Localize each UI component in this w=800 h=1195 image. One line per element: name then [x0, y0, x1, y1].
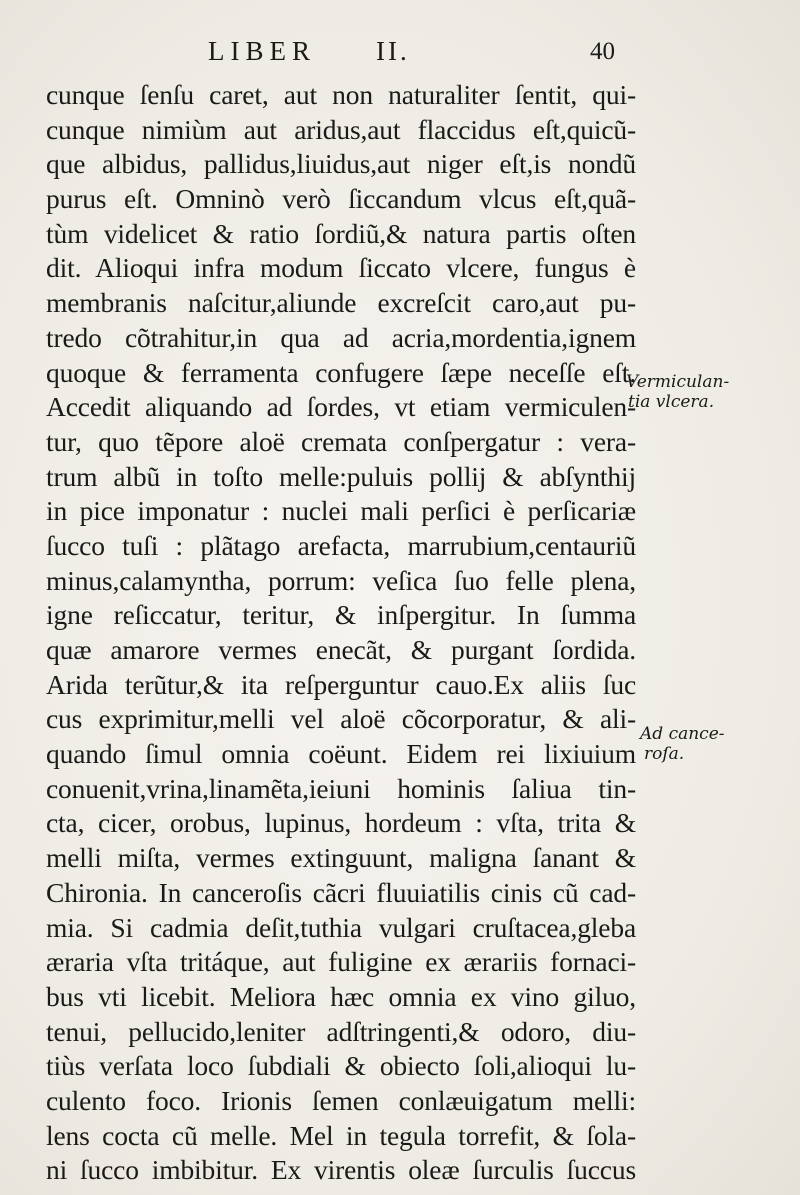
text-line: purus eſt. Omninò verò ſiccandum vlcus eſt,quã- — [46, 183, 636, 215]
text-line: tùm videlicet & ratio ſordiũ,& natura partis oſten — [46, 217, 636, 249]
book-number: II. — [376, 36, 410, 66]
text-line: Chironia. In canceroſis cãcri fluuiatilis cinis cũ cad- — [46, 876, 636, 908]
text-line: ni ſucco imbibitur. Ex virentis oleæ ſurculis ſuccus — [46, 1154, 636, 1186]
margin-note-vermiculantia — [626, 372, 729, 412]
text-line: tur, quo tẽpore aloë cremata conſpergatur : vera- — [46, 425, 636, 457]
text-line: lens cocta cũ melle. Mel in tegula torrefit, & ſola- — [46, 1119, 636, 1151]
text-line: minus,calamyntha, porrum: veſica ſuo felle plena, — [46, 564, 636, 596]
text-line: mia. Si cadmia deſit,tuthia vulgari cruſtacea,gleba — [46, 911, 636, 943]
text-line: tiùs verſata loco ſubdiali & obiecto ſoli,alioqui lu- — [46, 1050, 636, 1082]
text-line: cunque nimiùm aut aridus,aut flaccidus eſt,quicũ- — [46, 113, 636, 145]
text-line: trum albũ in toſto melle:puluis pollij & abſynthij — [46, 460, 636, 492]
text-line: dit. Alioqui infra modum ſiccato vlcere, fungus è — [46, 252, 636, 284]
text-line: conuenit,vrina,linamẽta,ieiuni hominis ſaliua tin- — [46, 772, 636, 804]
text-line: igne reſiccatur, teritur, & inſpergitur. In ſumma — [46, 599, 636, 631]
text-line: in pice imponatur : nuclei mali perſici è perſicariæ — [46, 495, 636, 527]
text-line: tredo cõtrahitur,in qua ad acria,mordentia,ignem — [46, 321, 636, 353]
margin-note-line: Vermiculan- — [626, 372, 730, 392]
text-line: que albidus, pallidus,liuidus,aut niger eſt,is nondũ — [46, 148, 636, 180]
text-line: tenui, pellucido,leniter adſtringenti,& odoro, diu- — [46, 1015, 636, 1047]
text-line: Arida terũtur,& ita reſperguntur cauo.Ex aliis ſuc — [46, 668, 636, 700]
page-number: 40 — [590, 38, 615, 65]
text-line: bus vti licebit. Meliora hæc omnia ex vino giluo, — [46, 980, 636, 1012]
text-line: quando ſimul omnia coëunt. Eidem rei lixiuium — [46, 738, 636, 770]
text-line: Accedit aliquando ad ſordes, vt etiam vermiculen- — [46, 391, 636, 423]
text-line: culento foco. Irionis ſemen conlæuigatum melli: — [46, 1084, 636, 1116]
margin-note-cancerosa — [640, 724, 725, 764]
text-line: ſucco tuſi : plãtago arefacta, marrubium,centauriũ — [46, 529, 636, 561]
text-line: æraria vſta tritáque, aut fuligine ex ærariis fornaci- — [46, 946, 636, 978]
text-line: quoque & ferramenta confugere ſæpe neceſſe eſt. — [46, 356, 636, 388]
text-line: quæ amarore vermes enecãt, & purgant ſordida. — [46, 634, 636, 665]
text-line: cunque ſenſu caret, aut non naturaliter ſentit, qui- — [46, 79, 636, 110]
margin-note-line: tia vlcera. — [628, 392, 715, 412]
margin-note-line: Ad cance- — [640, 724, 725, 744]
page-header — [0, 36, 800, 76]
margin-note-line: roſa. — [644, 744, 685, 764]
text-line: membranis naſcitur,aliunde excreſcit caro,aut pu- — [46, 287, 636, 319]
text-line: cus exprimitur,melli vel aloë cõcorporatur, & ali- — [46, 703, 636, 735]
text-line: cta, cicer, orobus, lupinus, hordeum : vſta, trita & — [46, 807, 636, 839]
body-text — [46, 78, 636, 1188]
text-line: melli miſta, vermes extinguunt, maligna ſanant & — [46, 842, 636, 874]
running-head: LIBER — [208, 36, 316, 66]
